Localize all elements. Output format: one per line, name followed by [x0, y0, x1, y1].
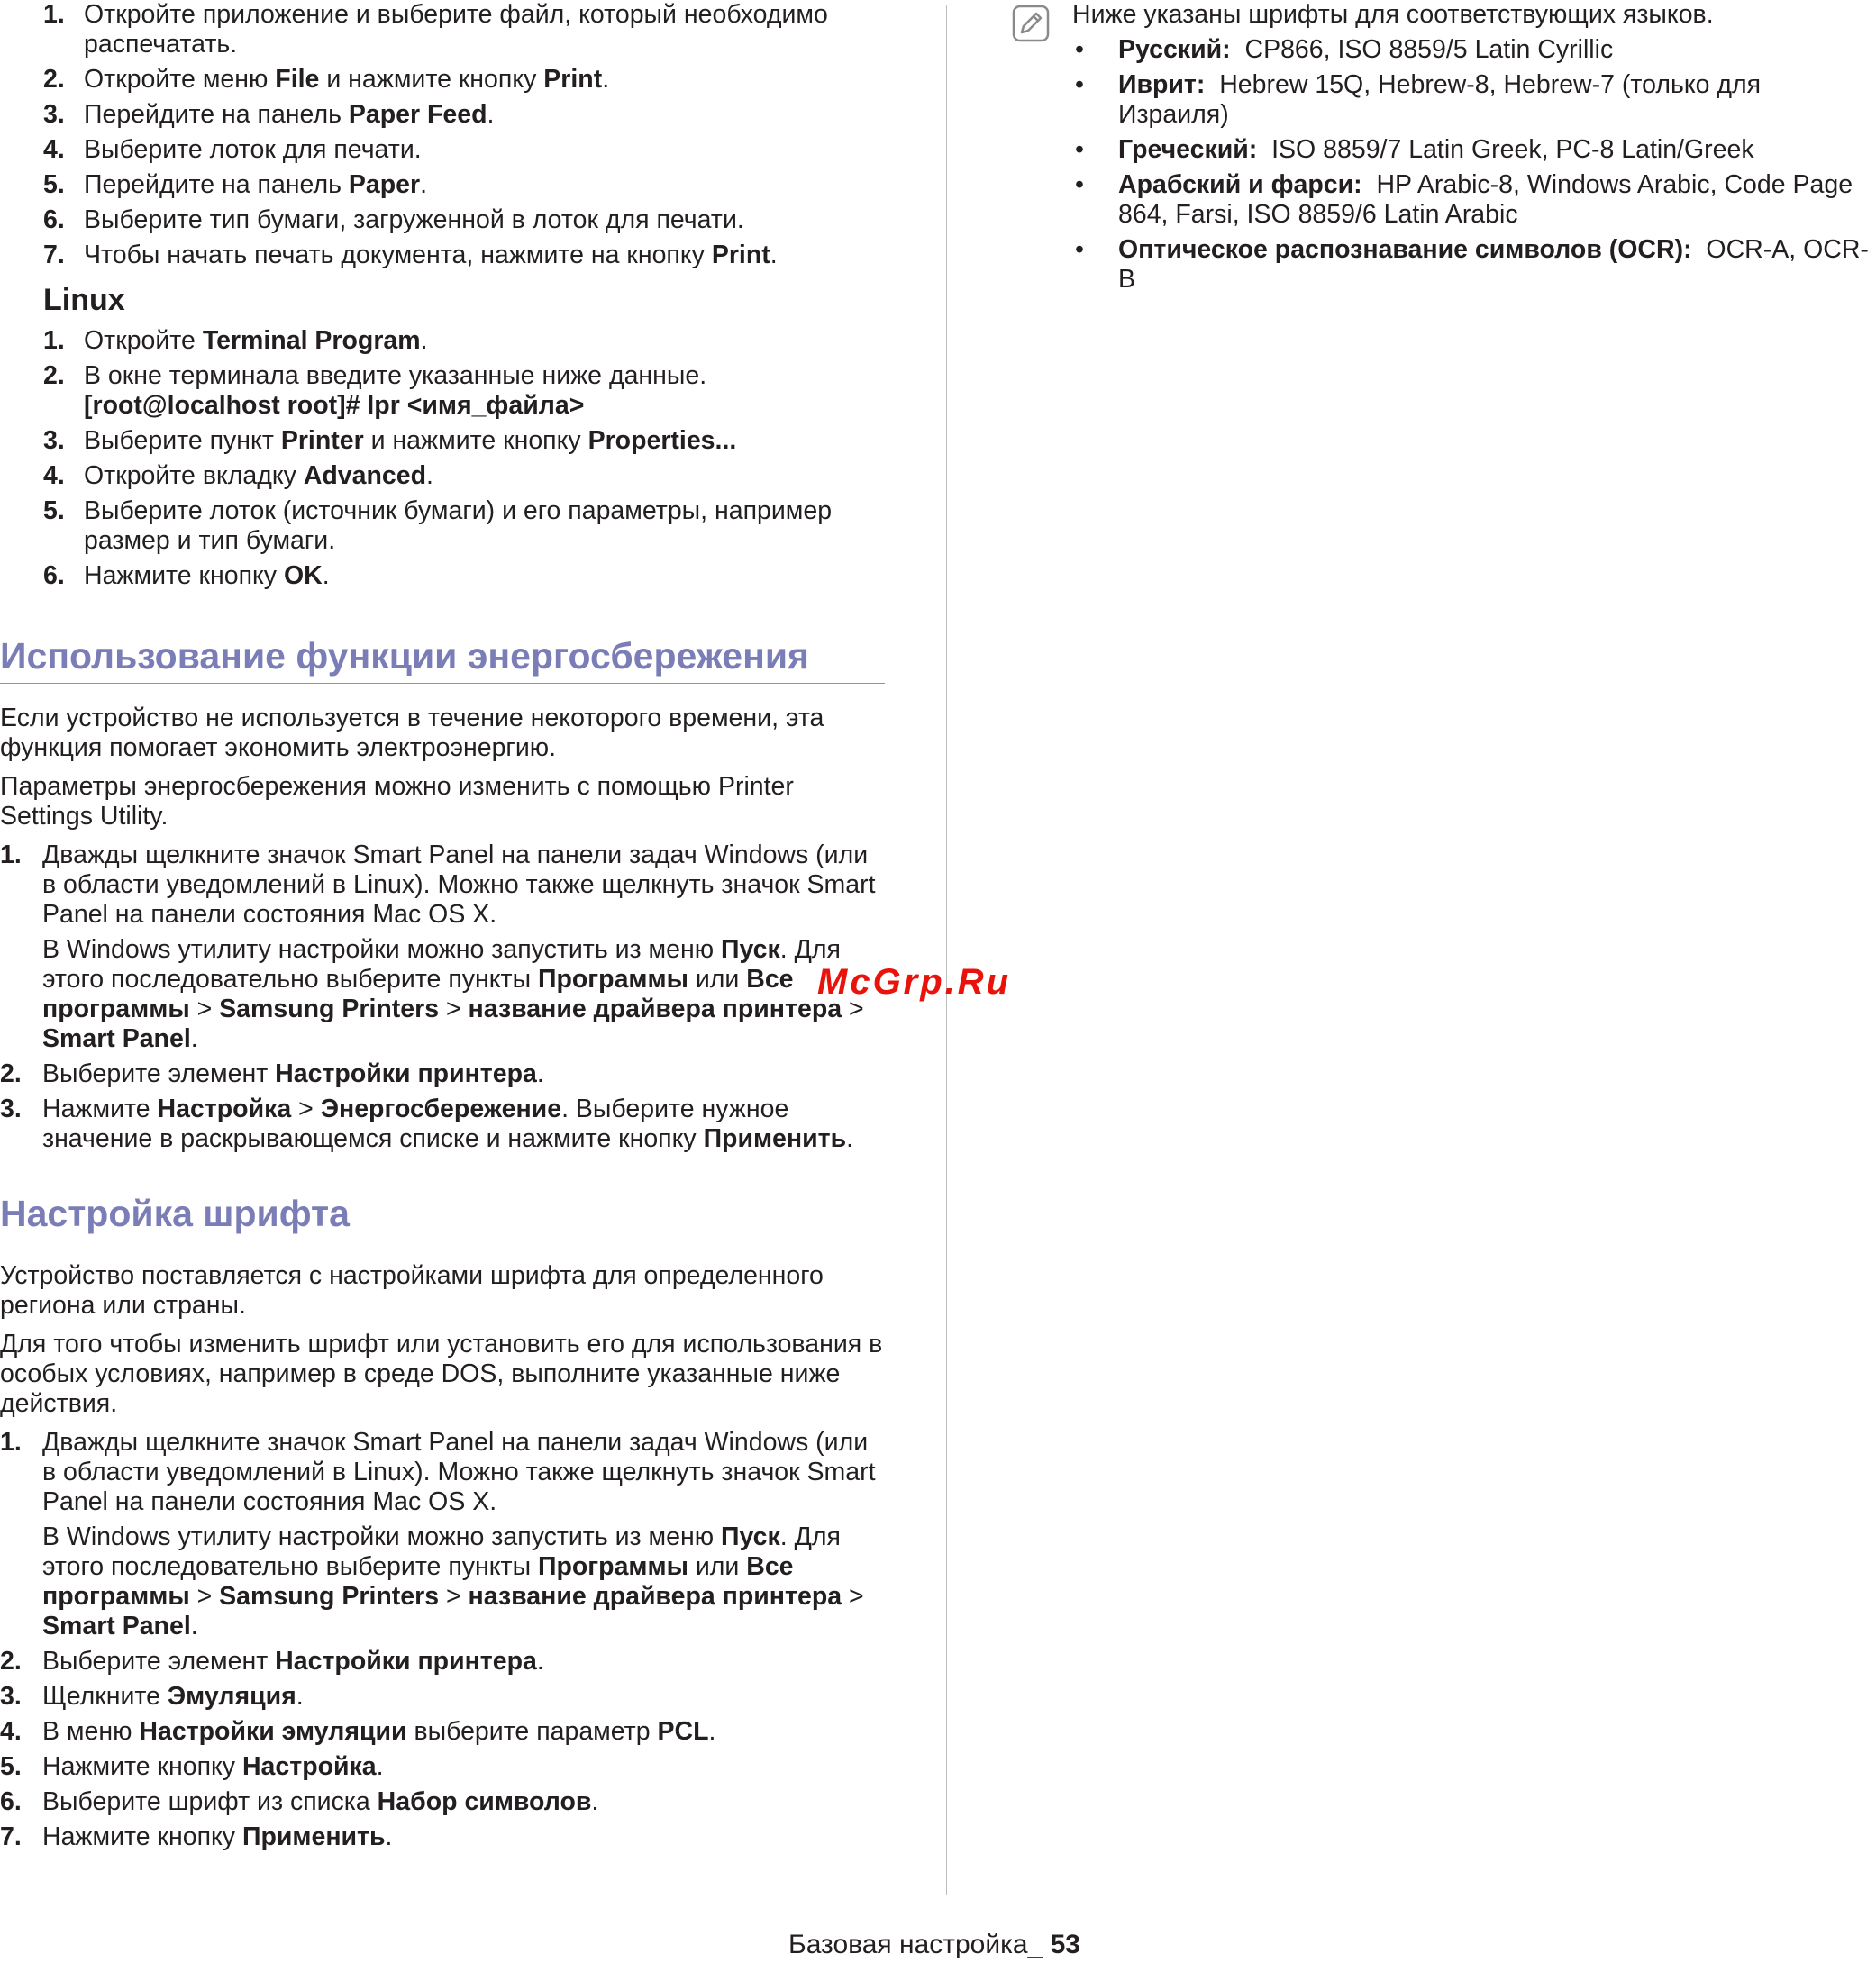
step-number: 7. [0, 1822, 22, 1851]
note-intro: Ниже указаны шрифты для соответствующих языков. [1072, 0, 1714, 29]
linux-step [0, 461, 888, 491]
column-divider [946, 5, 947, 1895]
step-number: 3. [0, 1682, 22, 1711]
step-text: Нажмите кнопку Применить. [42, 1822, 393, 1851]
font-step [0, 1752, 888, 1782]
step-number: 7. [43, 241, 65, 269]
step-text: Перейдите на панель Paper. [84, 170, 427, 199]
linux-steps-list [0, 326, 888, 591]
font-step [0, 1717, 888, 1747]
step-number: 1. [43, 0, 65, 29]
step-text: Чтобы начать печать документа, нажмите на кнопку Print. [84, 241, 778, 269]
energy-section-title: Использование функции энергосбережения [0, 634, 885, 684]
step-text: Нажмите кнопку OK. [84, 561, 330, 590]
step-number: 2. [43, 65, 65, 94]
font-language-item: • Иврит: Hebrew 15Q, Hebrew-8, Hebrew-7 (только для Израиля) [1072, 70, 1876, 130]
step-text: Нажмите Настройка > Энергосбережение. Выберите нужное значение в раскрывающемся списке и нажмите кнопку Применить. [42, 1095, 854, 1153]
step-text: В меню Настройки эмуляции выберите параметр PCL. [42, 1717, 716, 1746]
step-text: Откройте приложение и выберите файл, который необходимо распечатать. [84, 0, 828, 59]
energy-step [0, 1059, 888, 1089]
step-number: 6. [43, 205, 65, 234]
step-number: 2. [43, 361, 65, 390]
step-text: Выберите лоток для печати. [84, 135, 422, 164]
step-text: Выберите тип бумаги, загруженной в лоток для печати. [84, 205, 744, 234]
step-subparagraph: В Windows утилиту настройки можно запустить из меню Пуск. Для этого последовательно выберите пункты Программы или Все программы > Samsung Printers > название драйвера принтера > Smart Panel. [42, 935, 864, 1053]
print-step [0, 135, 888, 165]
print-steps-list [0, 0, 888, 270]
body-paragraph: Параметры энергосбережения можно изменить с помощью Printer Settings Utility. [0, 772, 794, 831]
energy-steps-list [0, 841, 888, 1154]
font-section-title: Настройка шрифта [0, 1192, 885, 1241]
font-language-item: • Оптическое распознавание символов (OCR): OCR-A, OCR-B [1072, 235, 1876, 295]
font-steps-list [0, 1428, 888, 1852]
linux-step [0, 561, 888, 591]
step-number: 6. [43, 561, 65, 590]
step-text: Перейдите на панель Paper Feed. [84, 100, 495, 129]
step-text: Выберите пункт Printer и нажмите кнопку Properties... [84, 426, 737, 455]
step-text: Откройте меню File и нажмите кнопку Print. [84, 65, 610, 94]
page-number: 53 [1050, 1930, 1080, 1959]
step-number: 6. [0, 1787, 22, 1816]
linux-block [0, 326, 888, 596]
print-step [0, 205, 888, 235]
step-number: 3. [0, 1095, 22, 1123]
linux-step [0, 361, 888, 421]
font-paragraphs [0, 1261, 888, 1419]
print-step [0, 65, 888, 95]
step-text: Откройте вкладку Advanced. [84, 461, 433, 490]
step-text: Выберите шрифт из списка Набор символов. [42, 1787, 599, 1816]
font-step [0, 1822, 888, 1852]
step-number: 3. [43, 426, 65, 455]
page-footer [788, 1930, 1080, 1960]
step-number: 4. [43, 135, 65, 164]
print-step [0, 170, 888, 200]
linux-step [0, 426, 888, 456]
step-text: Выберите элемент Настройки принтера. [42, 1059, 544, 1088]
step-text: Щелкните Эмуляция. [42, 1682, 304, 1711]
left-column [0, 0, 888, 276]
step-text: Выберите элемент Настройки принтера. [42, 1647, 544, 1676]
step-number: 1. [0, 841, 22, 869]
step-number: 5. [43, 170, 65, 199]
step-text: Нажмите кнопку Настройка. [42, 1752, 384, 1781]
linux-step [0, 326, 888, 356]
step-number: 1. [0, 1428, 22, 1457]
font-step [0, 1787, 888, 1817]
font-language-item: • Греческий: ISO 8859/7 Latin Greek, PC-8 Latin/Greek [1072, 135, 1876, 165]
energy-step [0, 841, 888, 1054]
body-paragraph: Для того чтобы изменить шрифт или установить его для использования в особых условиях, например в среде DOS, выполните указанные ниже действия. [0, 1330, 883, 1418]
font-language-item: • Русский: CP866, ISO 8859/5 Latin Cyrillic [1072, 35, 1876, 65]
step-text: Дважды щелкните значок Smart Panel на панели задач Windows (или в области уведомлений в Linux). Можно также щелкнуть значок Smart Panel на панели состояния Mac OS X. [42, 1428, 876, 1516]
font-step [0, 1647, 888, 1677]
body-paragraph: Если устройство не используется в течение некоторого времени, эта функция помогает экономить электроэнергию. [0, 704, 824, 762]
step-text: В окне терминала введите указанные ниже данные. [root@localhost root]# lpr <имя_файла> [84, 361, 707, 420]
step-number: 5. [43, 496, 65, 525]
font-language-list [1072, 35, 1876, 295]
step-subparagraph: В Windows утилиту настройки можно запустить из меню Пуск. Для этого последовательно выберите пункты Программы или Все программы > Samsung Printers > название драйвера принтера > Smart Panel. [42, 1522, 864, 1640]
note-block [1072, 0, 1876, 300]
step-text: Дважды щелкните значок Smart Panel на панели задач Windows (или в области уведомлений в Linux). Можно также щелкнуть значок Smart Panel на панели состояния Mac OS X. [42, 841, 876, 929]
energy-step [0, 1095, 888, 1154]
step-number: 5. [0, 1752, 22, 1781]
step-number: 4. [0, 1717, 22, 1746]
energy-paragraphs [0, 704, 888, 832]
note-pencil-icon [1011, 4, 1051, 43]
step-number: 3. [43, 100, 65, 129]
print-step [0, 241, 888, 270]
energy-block [0, 704, 888, 1159]
step-number: 2. [0, 1059, 22, 1088]
font-block [0, 1261, 888, 1858]
linux-step [0, 496, 888, 556]
step-number: 2. [0, 1647, 22, 1676]
linux-heading: Linux [43, 283, 125, 317]
print-step [0, 0, 888, 59]
body-paragraph: Устройство поставляется с настройками шрифта для определенного региона или страны. [0, 1261, 824, 1320]
font-step [0, 1682, 888, 1712]
step-text: Выберите лоток (источник бумаги) и его параметры, например размер и тип бумаги. [84, 496, 833, 555]
print-step [0, 100, 888, 130]
step-number: 1. [43, 326, 65, 355]
footer-label: Базовая настройка_ [788, 1930, 1043, 1959]
font-step [0, 1428, 888, 1641]
step-text: Откройте Terminal Program. [84, 326, 428, 355]
watermark: McGrp.Ru [817, 962, 1012, 1002]
step-number: 4. [43, 461, 65, 490]
font-language-item: • Арабский и фарси: HP Arabic-8, Windows Arabic, Code Page 864, Farsi, ISO 8859/6 Latin Arabic [1072, 170, 1876, 230]
